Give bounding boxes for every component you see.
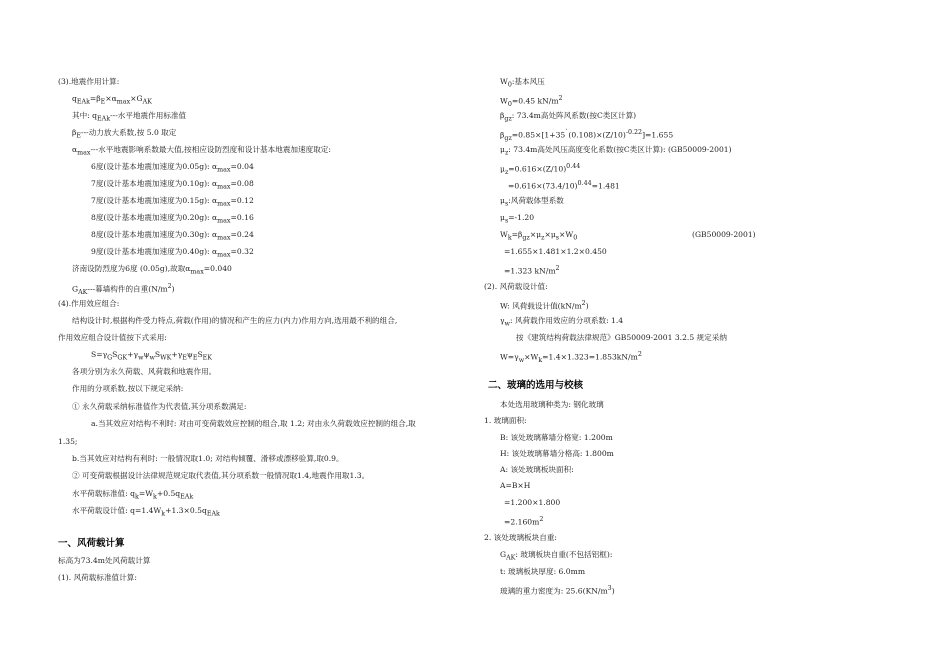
text-line: 按《建筑结构荷载法律规范》GB50009-2001 3.2.5 规定采纳 <box>516 333 727 342</box>
section-heading: 一、风荷载计算 <box>58 538 125 549</box>
text-line: $W=\gamma_w\times W_k=1.4\times 1.323=1.853kN/m^2$ <box>500 351 642 365</box>
text-line: $G_{AK}$: 玻璃板块自重(不包括铝框): <box>500 550 613 562</box>
text-line: (GB50009-2001) <box>692 230 756 239</box>
text-line: =1.200×1.800 <box>504 498 561 507</box>
text-line: H: 该处玻璃幕墙分格高: 1.800m <box>500 449 614 458</box>
text-line: $G_{AK}---$幕墙构件的自重$(N/m^2)$ <box>72 283 175 297</box>
left-column <box>0 0 420 672</box>
text-line: 各项分别为永久荷载、风荷载和地震作用。 <box>72 367 217 376</box>
text-line: A: 该处玻璃板块面积: <box>500 465 574 474</box>
text-line: $W_0$:基本风压 <box>500 77 545 89</box>
text-line: 水平荷载标准值: $q_k=W_k+0.5q_{EAk}$ <box>72 489 194 501</box>
text-line: 1. 玻璃面积: <box>484 416 527 425</box>
text-line: 本处选用玻璃种类为: 钢化玻璃 <box>500 400 604 409</box>
text-line: $\beta_{gz}=0.85\times[1+35^`(0.108)\times(Z/10)^{-0.22}]=1.655$ <box>500 129 674 143</box>
text-line: 2. 该处玻璃板块自重: <box>484 533 557 542</box>
text-line: 作用效应组合设计值按下式采用: <box>58 333 167 342</box>
text-line: 玻璃的重力密度为: $25.6(KN/m^3)$ <box>500 585 615 596</box>
text-line: $S=\gamma_GS_{GK}+\gamma_w\psi_wS_{WK}+\gamma_E\psi_ES_{EK}$ <box>91 350 213 362</box>
text-line: $\mu_z=0.616\times(Z/10)^{0.44}$ <box>500 163 581 177</box>
text-line: $W_k=\beta_{gz}\times\mu_z\times\mu_s\times W_0$ <box>500 230 578 242</box>
text-line: 其中: $q_{EAk}---$水平地震作用标准值 <box>72 111 187 123</box>
text-line: 7度(设计基本地震加速度为0.10g): $\alpha_{max}=0.08$ <box>91 179 254 191</box>
text-line: A=B×H <box>500 481 531 490</box>
text-line: 1.35; <box>58 437 78 446</box>
text-line: $\beta_E---$动力放大系数,按 5.0 取定 <box>72 128 177 140</box>
text-line: 9度(设计基本地震加速度为0.40g): $\alpha_{max}=0.32$ <box>91 247 254 259</box>
text-line: 6度(设计基本地震加速度为0.05g): $\alpha_{max}=0.04$ <box>91 162 254 174</box>
text-line: 8度(设计基本地震加速度为0.30g): $\alpha_{max}=0.24$ <box>91 230 254 242</box>
section-heading: 二、玻璃的选用与校核 <box>488 380 584 391</box>
text-line: $\gamma_w$: 风荷载作用效应的分项系数: 1.4 <box>500 316 624 328</box>
text-line: (2). 风荷载设计值: <box>484 282 548 291</box>
text-line: t: 玻璃板块厚度: 6.0mm <box>500 567 586 576</box>
text-line: B: 该处玻璃幕墙分格宽: 1.200m <box>500 433 613 442</box>
text-line: $\beta_{gz}$: 73.4m高处阵风系数(按C类区计算) <box>500 111 637 123</box>
text-line: =1.655×1.481×1.2×0.450 <box>504 247 607 256</box>
text-line: ② 可变荷载根据设计法律规范规定取代表值,其分项系数一般情况取1.4,地震作用取1.3。 <box>72 471 370 480</box>
text-line: b.当其效应对结构有利时: 一般情况取1.0; 对结构倾覆、滑移或漂移验算,取0.9。 <box>72 454 344 463</box>
text-line: =1.323 $kN/m^2$ <box>504 265 560 276</box>
text-line: $\mu_z$: 73.4m高处风压高度变化系数(按C类区计算): (GB50009-2001) <box>500 145 732 157</box>
text-line: (4).作用效应组合: <box>58 299 120 308</box>
text-line: $=2.160m^2$ <box>504 516 544 527</box>
text-line: 7度(设计基本地震加速度为0.15g): $\alpha_{max}=0.12$ <box>91 196 254 208</box>
text-line: $=0.616\times(73.4/10)^{0.44}=1.481$ <box>508 180 620 191</box>
text-line: ① 永久荷载采纳标准值作为代表值,其分项系数满足: <box>72 402 247 411</box>
text-line: (3).地震作用计算: <box>58 77 120 86</box>
text-line: W: 风荷载设计值$(kN/m^2)$ <box>500 300 589 311</box>
text-line: 标高为73.4m处风荷载计算 <box>58 556 151 565</box>
text-line: (1). 风荷载标准值计算: <box>58 573 137 582</box>
text-line: $\mu_s=-1.20$ <box>500 213 535 225</box>
text-line: 结构设计时,根据构件受力特点,荷载(作用)的情况和产生的应力(内力)作用方向,选用最不利的组合, <box>72 316 398 325</box>
text-line: 水平荷载设计值: $q=1.4W_k+1.3\times 0.5q_{EAk}$ <box>72 506 220 518</box>
text-line: $\alpha_{max}---$水平地震影响系数最大值,按相应设防烈度和设计基本地震加速度取定: <box>72 145 331 157</box>
text-line: 济南设防烈度为6度 (0.05g),故取$\alpha_{max}=0.040$ <box>72 264 232 276</box>
text-line: a.当其效应对结构不利时: 对由可变荷载效应控制的组合,取 1.2; 对由永久荷载效应控制的组合,取 <box>91 419 416 428</box>
text-line: 8度(设计基本地震加速度为0.20g): $\alpha_{max}=0.16$ <box>91 213 254 225</box>
text-line: $q_{EAk}=\beta_E\times\alpha_{max}\times G_{AK}$ <box>72 94 152 106</box>
right-column <box>470 0 890 672</box>
text-line: 作用的分项系数,按以下规定采纳: <box>72 384 184 393</box>
text-line: $\mu_s$:风荷载体型系数 <box>500 196 564 208</box>
text-line: $W_0=0.45$ $kN/m^2$ <box>500 95 563 109</box>
